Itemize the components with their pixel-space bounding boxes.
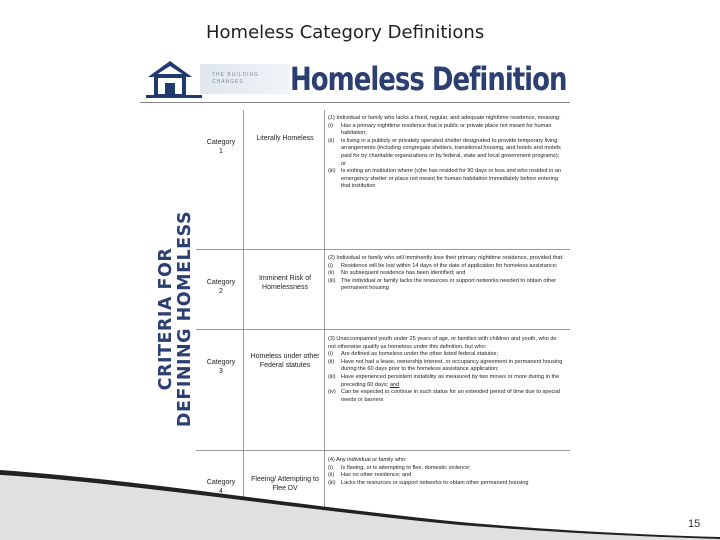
criteria-item: (ii) Have not had a lease, ownership interest, or occupancy agreement in permanent housing during the 60 days prior to the homeless assistance application; <box>328 358 563 373</box>
criteria-item: (i) Residence will be lost within 14 days of the date of application for homeless assistance; <box>328 262 558 269</box>
criteria-item: (ii) Has no other residence; and <box>328 472 412 479</box>
footer-swoosh <box>0 470 720 540</box>
category-1-criteria <box>328 115 564 191</box>
logo-org-line2: CHANGES <box>212 79 244 85</box>
criteria-item: (i) Has a primary nighttime residence that is public or private place not meant for human habitation; <box>328 122 552 137</box>
vertical-title-line2: DEFINING HOMELESS <box>175 210 195 428</box>
criteria-lead: (4) Any individual or family who: <box>328 457 407 463</box>
category-4-type: Fleeing/ Attempting to Flee DV <box>251 476 319 492</box>
grid-line <box>196 249 570 250</box>
criteria-lead: (3) Unaccompanied youth under 25 years of age, or families with children and youth, who do not otherwise qualify as homeless under this definition, but who: <box>328 336 557 350</box>
category-2-type: Imminent Risk of Homelessness <box>258 275 312 291</box>
criteria-item: (iii) Lacks the resources or support networks to obtain other permanent housing <box>328 479 529 486</box>
vertical-title-line1: CRITERIA FOR <box>156 247 176 391</box>
criteria-item: (iii) Have experienced persistent instability as measured by two moves or more during in the preceding 60 days; and <box>328 373 560 388</box>
criteria-item: (i) Is fleeing, or is attempting to flee, domestic violence; <box>328 464 471 471</box>
category-2-label: Category 2 <box>206 279 236 295</box>
logo-org-line1: THE BUILDING <box>212 72 260 78</box>
house-logo-icon <box>146 58 202 98</box>
logo-org-text <box>212 72 259 86</box>
category-2-criteria <box>328 255 564 293</box>
grid-line <box>196 329 570 330</box>
slide-title: Homeless Category Definitions <box>206 22 485 43</box>
category-3-label: Category 3 <box>206 359 236 375</box>
header-rule <box>140 102 570 103</box>
grid-line <box>196 450 570 451</box>
vertical-title <box>154 110 198 528</box>
criteria-item: (ii) Is living in a publicly or privately operated shelter designated to provide temporary living arrangements (including congregate shelters, transitional housing, and hotels and motels paid for by charitable organizations or by federal, state and local government programs); or <box>328 137 561 167</box>
criteria-item: (i) Are defined as homeless under the other listed federal statutes; <box>328 351 499 358</box>
criteria-lead: (1) Individual or family who lacks a fixed, regular, and adequate nighttime residence, meaning: <box>328 115 561 121</box>
category-3-type: Homeless under other Federal statutes <box>250 353 320 369</box>
criteria-lead: (2) Individual or family who will imminently lose their primary nighttime residence, provided that: <box>328 255 564 261</box>
grid-line <box>243 110 244 528</box>
category-4-label: Category 4 <box>206 479 236 495</box>
banner-title: Homeless Definition <box>290 62 567 99</box>
category-3-criteria <box>328 336 564 404</box>
page-number: 15 <box>688 518 701 530</box>
criteria-and: and <box>389 381 400 388</box>
category-1-type: Literally Homeless <box>256 135 314 142</box>
category-1-label: Category 1 <box>206 139 236 155</box>
criteria-item: (ii) No subsequent residence has been identified; and <box>328 270 466 277</box>
criteria-item: (iii) Is exiting an institution where (s)he has resided for 90 days or less and who resided in an emergency shelter or place not meant for human habitation immediately before entering that institution <box>328 168 562 190</box>
grid-line <box>324 110 325 528</box>
criteria-item: (iii) The individual or family lacks the resources or support networks needed to obtain other permanent housing <box>328 277 557 292</box>
criteria-item: (iv) Can be expected to continue in such status for an extended period of time due to special needs or barriers <box>328 389 560 403</box>
